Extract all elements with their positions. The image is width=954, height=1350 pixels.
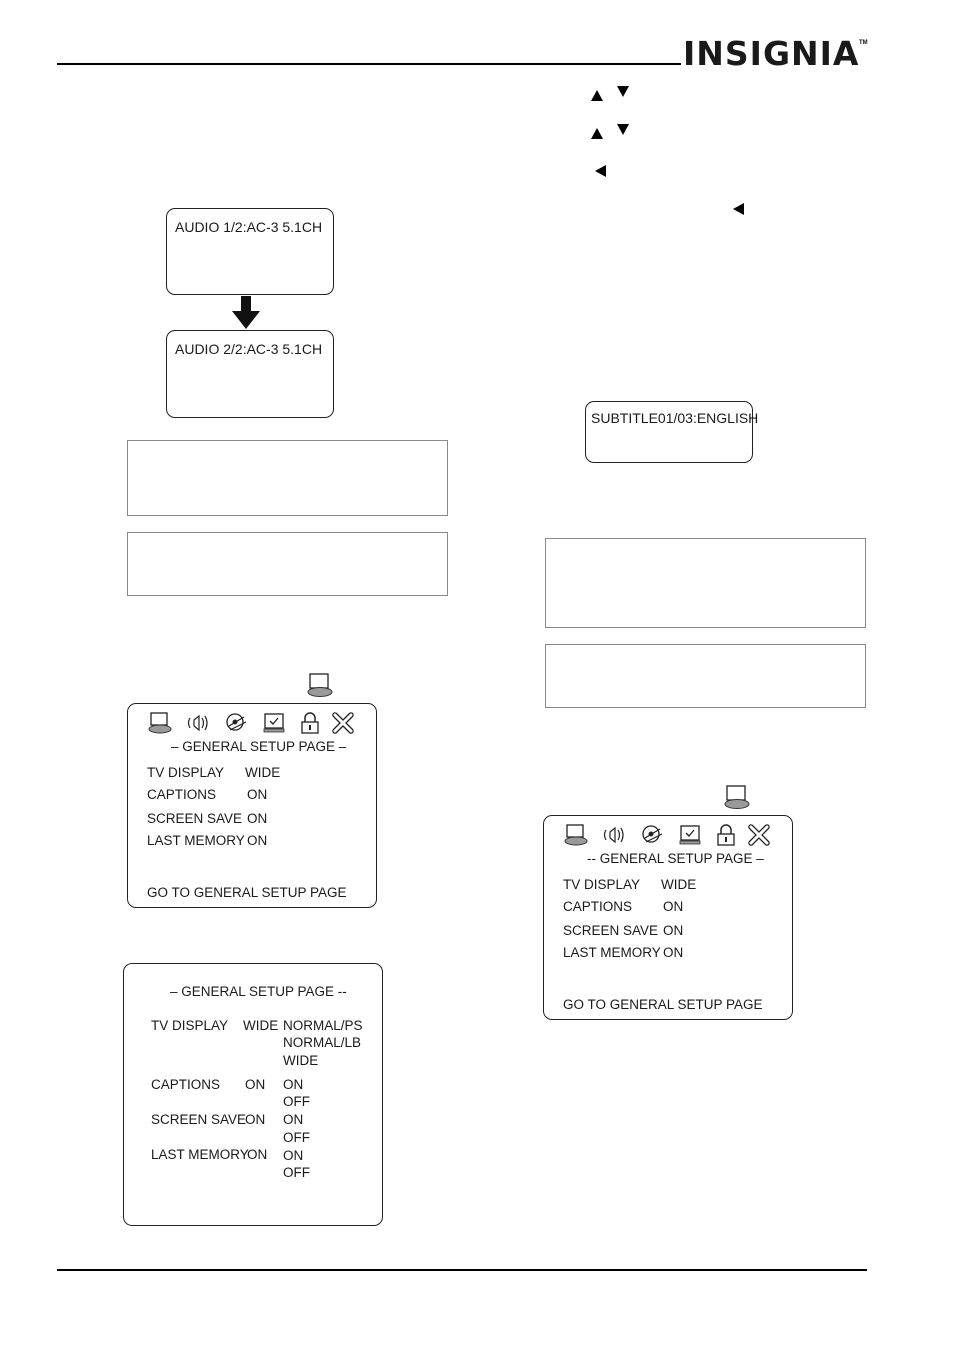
tv-setup-icon xyxy=(723,784,751,810)
audio-osd-text: AUDIO 1/2:AC-3 5.1CH xyxy=(175,219,323,235)
menu-option[interactable]: ON xyxy=(283,1148,304,1163)
tv-setup-icon[interactable] xyxy=(148,712,172,734)
left-arrow-icon xyxy=(733,203,744,215)
menu-row-value: ON xyxy=(247,833,268,848)
menu-option[interactable]: NORMAL/LB xyxy=(283,1035,362,1050)
menu-title: – GENERAL SETUP PAGE -- xyxy=(170,984,347,999)
audio-setup-icon[interactable] xyxy=(186,712,210,734)
menu-option[interactable]: ON xyxy=(283,1112,304,1127)
password-lock-icon[interactable] xyxy=(298,712,322,734)
menu-option[interactable]: OFF xyxy=(283,1165,310,1180)
down-arrow-icon xyxy=(617,86,629,97)
menu-row-value: WIDE xyxy=(243,1018,279,1033)
menu-row-label[interactable]: TV DISPLAY xyxy=(151,1018,229,1033)
general-setup-menu-right xyxy=(543,815,793,1020)
menu-option[interactable]: OFF xyxy=(283,1130,310,1145)
tv-setup-icon xyxy=(306,672,334,698)
menu-row-label[interactable]: LAST MEMORY xyxy=(563,945,661,960)
menu-row-label[interactable]: CAPTIONS xyxy=(563,899,633,914)
trademark: TM xyxy=(859,40,868,46)
preference-icon[interactable] xyxy=(262,712,286,734)
menu-row-value: ON xyxy=(663,923,684,938)
left-arrow-icon xyxy=(595,165,606,177)
menu-row-label[interactable]: SCREEN SAVE xyxy=(151,1112,247,1127)
menu-footer: GO TO GENERAL SETUP PAGE xyxy=(147,885,347,900)
menu-title: -- GENERAL SETUP PAGE – xyxy=(587,851,764,866)
note-box xyxy=(127,440,448,516)
up-arrow-icon xyxy=(591,90,603,101)
preference-icon[interactable] xyxy=(678,824,702,846)
menu-row-value: ON xyxy=(247,787,268,802)
menu-row-value: WIDE xyxy=(245,765,281,780)
password-lock-icon[interactable] xyxy=(714,824,738,846)
footer-rule xyxy=(57,1269,867,1271)
note-box xyxy=(127,532,448,596)
general-setup-menu-expanded xyxy=(123,963,383,1226)
subtitle-osd xyxy=(585,401,759,463)
header-rule xyxy=(57,63,681,65)
menu-option[interactable]: OFF xyxy=(283,1094,310,1109)
menu-row-label[interactable]: LAST MEMORY xyxy=(151,1147,249,1162)
exit-icon[interactable] xyxy=(331,712,355,734)
brand-logo: INSIGNIA xyxy=(683,34,860,73)
menu-row-value: ON xyxy=(663,945,684,960)
menu-footer: GO TO GENERAL SETUP PAGE xyxy=(563,997,763,1012)
exit-icon[interactable] xyxy=(747,824,771,846)
note-box xyxy=(545,644,866,708)
down-arrow-icon xyxy=(617,124,629,135)
menu-row-label[interactable]: LAST MEMORY xyxy=(147,833,245,848)
menu-row-label[interactable]: SCREEN SAVE xyxy=(147,811,243,826)
menu-row-label[interactable]: CAPTIONS xyxy=(147,787,217,802)
menu-option[interactable]: WIDE xyxy=(283,1053,319,1068)
down-arrow-icon xyxy=(231,296,261,330)
menu-row-value: ON xyxy=(663,899,684,914)
menu-row-label[interactable]: CAPTIONS xyxy=(151,1077,221,1092)
video-setup-icon[interactable] xyxy=(224,712,248,734)
menu-option[interactable]: ON xyxy=(283,1077,304,1092)
general-setup-menu-left xyxy=(127,703,377,908)
menu-row-label[interactable]: SCREEN SAVE xyxy=(563,923,659,938)
menu-row-label[interactable]: TV DISPLAY xyxy=(563,877,641,892)
audio-osd-text: AUDIO 2/2:AC-3 5.1CH xyxy=(175,341,323,357)
audio-osd-first xyxy=(166,208,334,295)
note-box xyxy=(545,538,866,628)
menu-title: – GENERAL SETUP PAGE – xyxy=(171,739,347,754)
menu-row-value: ON xyxy=(245,1077,266,1092)
video-setup-icon[interactable] xyxy=(640,824,664,846)
audio-setup-icon[interactable] xyxy=(602,824,626,846)
menu-row-value: ON xyxy=(247,811,268,826)
menu-row-value: ON xyxy=(247,1147,268,1162)
menu-row-value: WIDE xyxy=(661,877,697,892)
menu-option[interactable]: NORMAL/PS xyxy=(283,1018,363,1033)
up-arrow-icon xyxy=(591,128,603,139)
audio-osd-second xyxy=(166,330,334,418)
menu-row-label[interactable]: TV DISPLAY xyxy=(147,765,225,780)
tv-setup-icon[interactable] xyxy=(564,824,588,846)
menu-row-value: ON xyxy=(245,1112,266,1127)
subtitle-osd-text: SUBTITLE01/03:ENGLISH xyxy=(591,410,759,426)
